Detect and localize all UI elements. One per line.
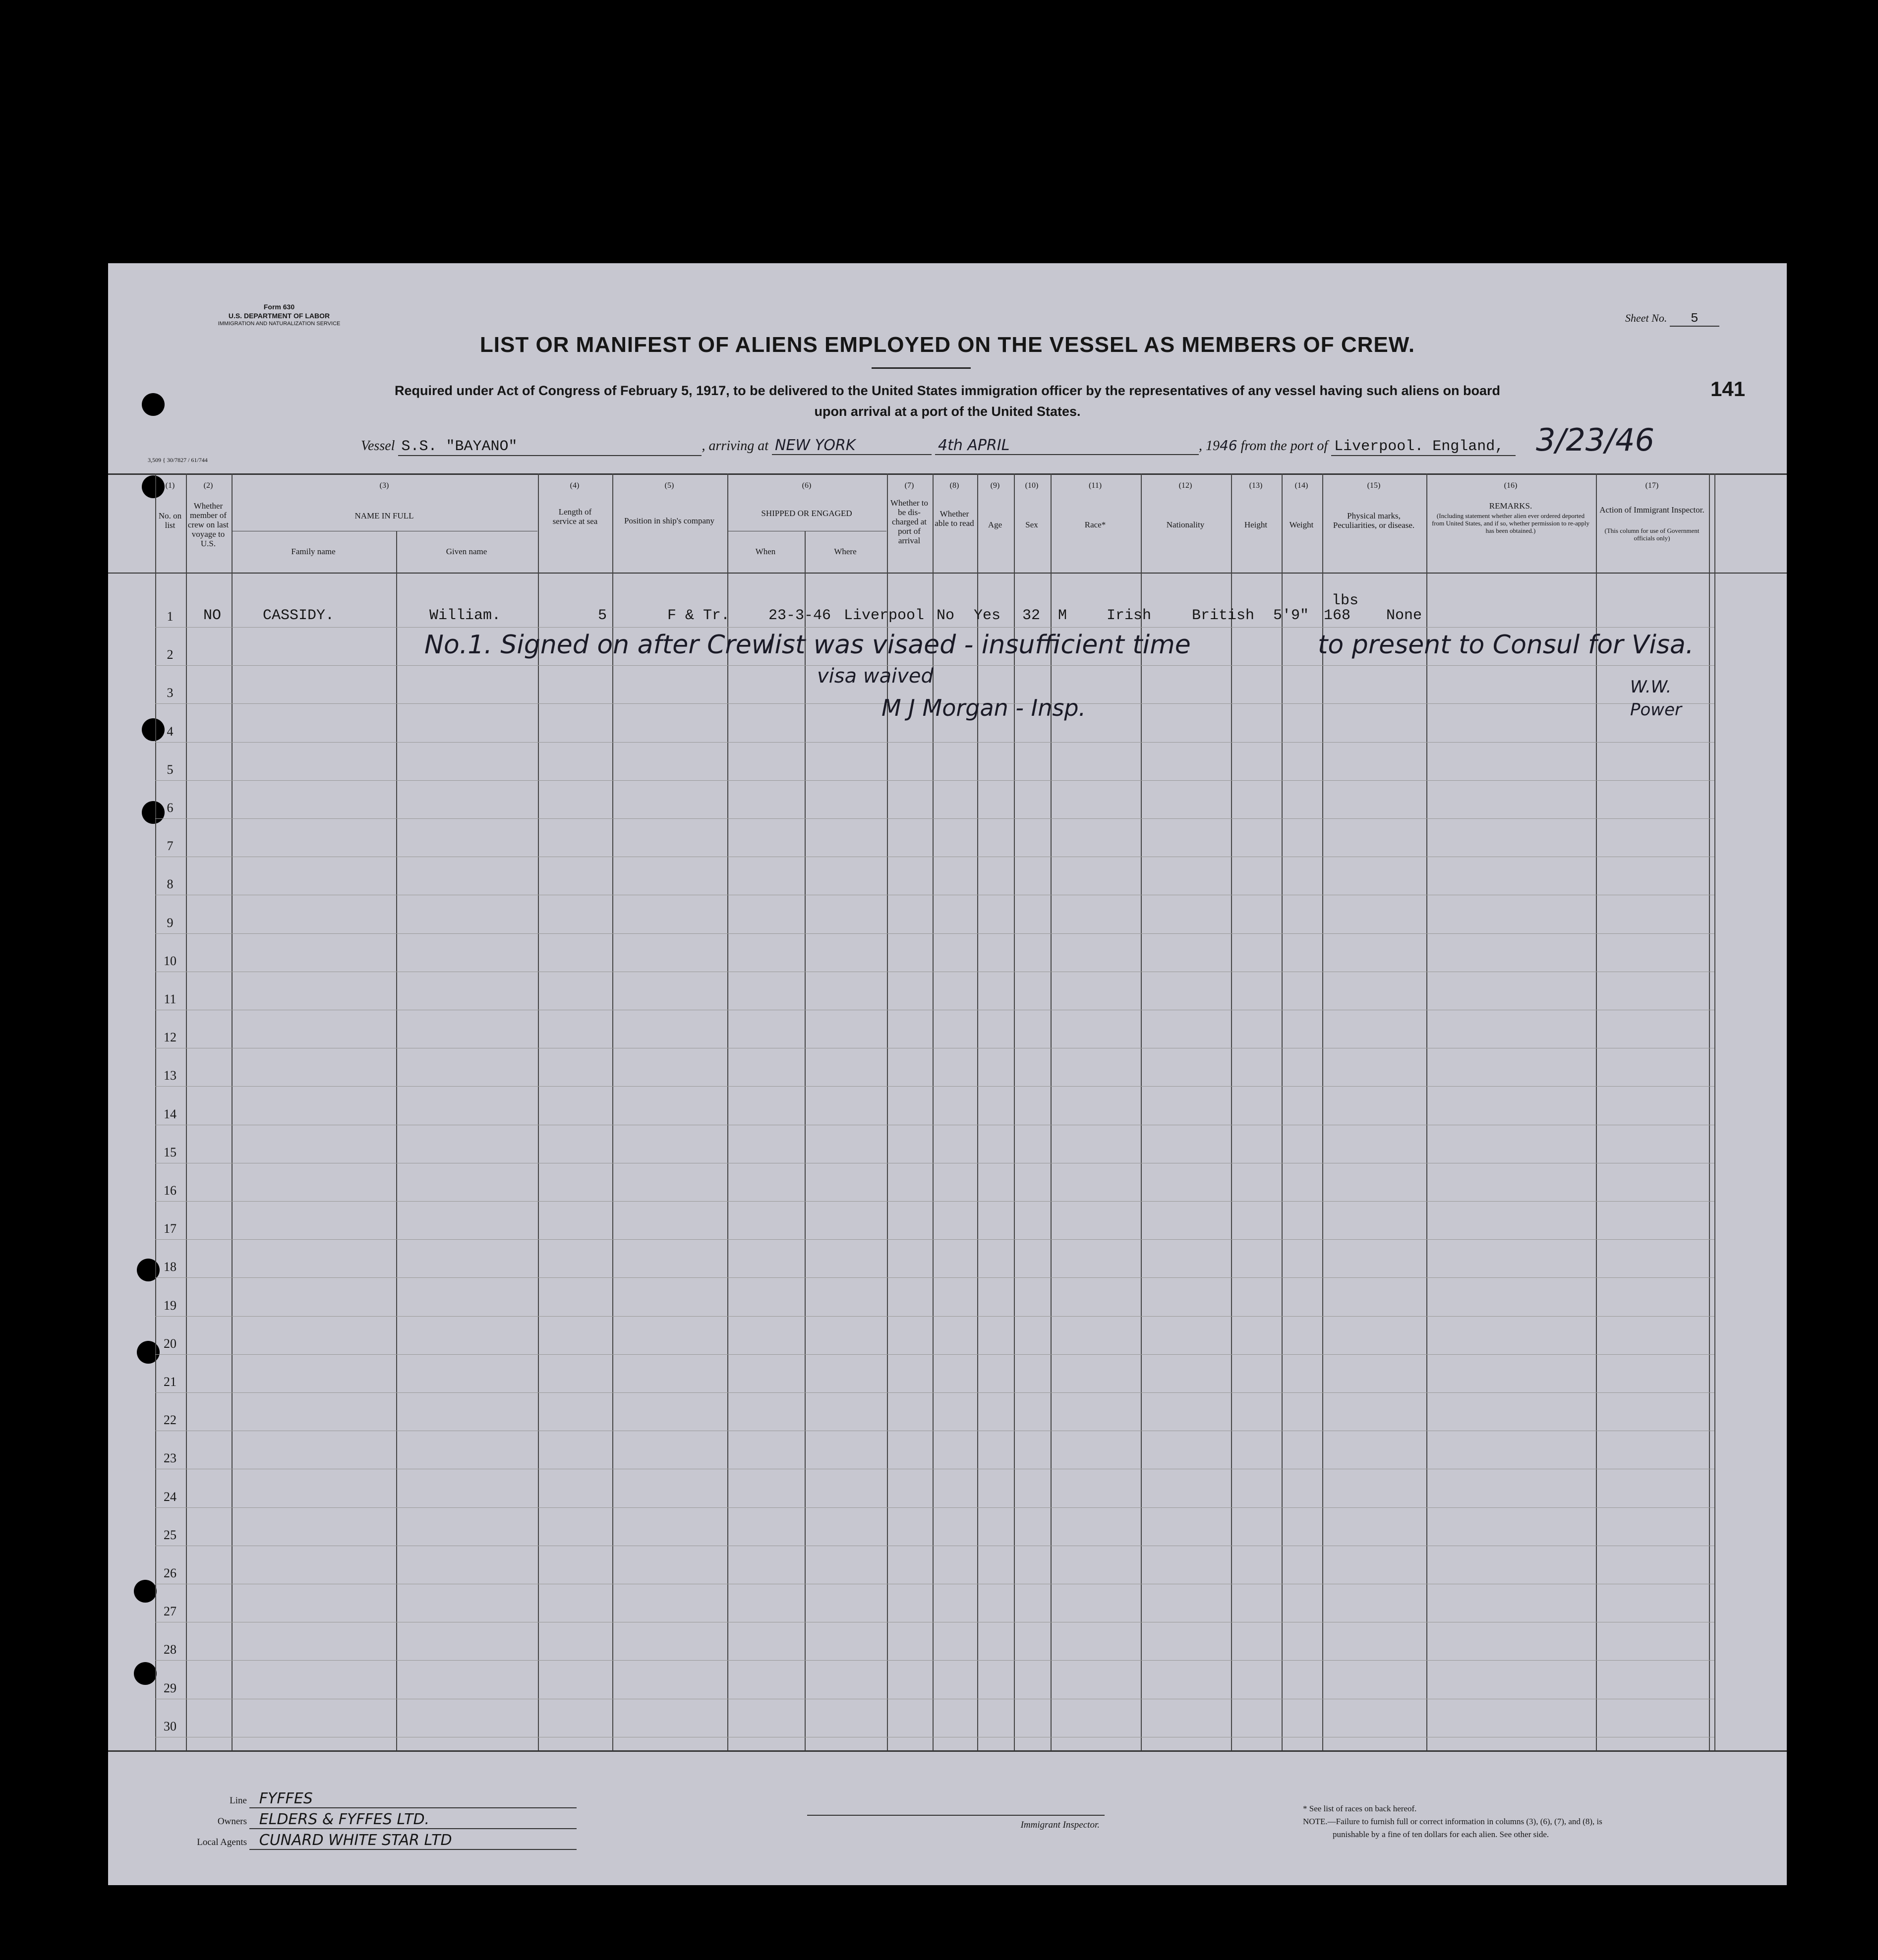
row-number: 16 <box>164 1183 176 1198</box>
col-num-2: (2) <box>203 481 213 490</box>
row-number: 12 <box>164 1030 176 1045</box>
fine-note-line-2: punishable by a fine of ten dollars for each alien. See other side. <box>1333 1830 1549 1839</box>
col-subheader-when: When <box>755 547 776 556</box>
page-title: LIST OR MANIFEST OF ALIENS EMPLOYED ON THE VESSEL AS MEMBERS OF CREW. <box>479 333 1415 357</box>
service-name: IMMIGRATION AND NATURALIZATION SERVICE <box>218 321 341 327</box>
col-header-race: Race* <box>1084 520 1106 529</box>
footer-agents <box>177 1832 577 1850</box>
year-prefix: , 19 <box>1199 438 1220 454</box>
voyage-line <box>361 437 1516 456</box>
row-number: 7 <box>167 839 174 854</box>
races-note: * See list of races on back hereof. <box>1303 1804 1417 1813</box>
page-stamp: 141 <box>1710 377 1746 401</box>
row-number: 27 <box>164 1604 176 1619</box>
col-header-weight: Weight <box>1289 520 1314 529</box>
cell-weight: 168 <box>1324 607 1351 624</box>
row-rule <box>155 1316 1714 1317</box>
row-number: 29 <box>164 1680 176 1695</box>
col-header-discharged: Whether to be dis-charged at port of arrival <box>890 498 928 545</box>
row-rule <box>155 1354 1714 1355</box>
row-number: 23 <box>164 1451 176 1466</box>
arriving-label: , arriving at <box>702 438 768 454</box>
handwritten-date: 3/23/46 <box>1536 422 1655 458</box>
table-top-rule <box>108 473 1787 475</box>
year-suffix: 46 <box>1220 437 1237 454</box>
row-number: 15 <box>164 1145 176 1159</box>
row-rule <box>155 933 1714 934</box>
row-rule <box>155 742 1714 743</box>
vessel-label: Vessel <box>361 438 395 454</box>
cell-member: NO <box>203 607 222 624</box>
row-number: 10 <box>164 953 176 968</box>
row-number: 17 <box>164 1221 176 1236</box>
owners-value: ELDERS & FYFFES LTD. <box>249 1811 577 1829</box>
row-number: 28 <box>164 1642 176 1657</box>
arrival-date: 4th APRIL <box>935 437 1199 455</box>
row-number: 18 <box>164 1260 176 1274</box>
row-rule <box>155 1201 1714 1202</box>
col-num-16: (16) <box>1504 481 1518 490</box>
row-rule <box>155 1277 1714 1278</box>
col-num-4: (4) <box>570 481 580 490</box>
handwritten-note-1: No.1. Signed on after Crew <box>424 630 773 660</box>
cell-position: F & Tr. <box>667 607 730 624</box>
punch-hole <box>134 1662 157 1685</box>
row-number: 2 <box>167 647 174 662</box>
column-rule <box>805 531 806 1750</box>
col-subheader-given: Given name <box>446 547 487 556</box>
row-number: 13 <box>164 1068 176 1083</box>
col-num-1: (1) <box>165 481 175 490</box>
row-number: 24 <box>164 1489 176 1504</box>
row-number: 25 <box>164 1527 176 1542</box>
col-header-action-note: (This column for use of Government officials only) <box>1604 527 1700 542</box>
col-header-nationality: Nationality <box>1166 520 1205 529</box>
handwritten-visa-waived: visa waived <box>817 665 934 688</box>
row-rule <box>155 1660 1714 1661</box>
form-code: 3,509 { 30/7827 / 61/744 <box>148 457 208 463</box>
col-num-7: (7) <box>904 481 914 490</box>
row-rule <box>155 780 1714 781</box>
table-header-rule <box>108 573 1787 574</box>
title-rule <box>872 367 971 369</box>
table-bottom-rule <box>108 1750 1787 1752</box>
cell-race: Irish <box>1107 607 1152 624</box>
cell-height: 5'9" <box>1273 607 1309 624</box>
fine-note-line-1: NOTE.—Failure to furnish full or correct information in columns (3), (6), (7), and (8), is <box>1303 1817 1602 1826</box>
row-number: 21 <box>164 1375 176 1389</box>
department-name: U.S. DEPARTMENT OF LABOR <box>228 312 330 320</box>
row-rule <box>155 1086 1714 1087</box>
row-rule <box>155 627 1714 628</box>
row-number: 20 <box>164 1336 176 1351</box>
row-number: 8 <box>167 877 174 892</box>
col-header-height: Height <box>1244 520 1268 529</box>
subtitle-line-1: Required under Act of Congress of February 5, 1917, to be delivered to the United States immigration officer by the representatives of any vessel having such aliens on board <box>394 383 1501 398</box>
col-header-position: Position in ship's company <box>624 516 715 525</box>
department-header <box>202 303 356 327</box>
handwritten-note-3: to present to Consul for Visa. <box>1318 630 1694 660</box>
sheet-number <box>1625 311 1719 327</box>
row-number: 26 <box>164 1566 176 1580</box>
row-number: 19 <box>164 1298 176 1313</box>
cell-age: 32 <box>1022 607 1041 624</box>
col-num-6: (6) <box>802 481 812 490</box>
col-num-13: (13) <box>1249 481 1263 490</box>
col-num-14: (14) <box>1294 481 1308 490</box>
col-num-11: (11) <box>1088 481 1102 490</box>
row-number: 1 <box>167 609 174 624</box>
row-rule <box>155 1392 1714 1393</box>
col-header-read: Whether able to read <box>935 509 974 528</box>
cell-given-name: William. <box>429 607 501 624</box>
row-rule <box>155 665 1714 666</box>
inspector-label: Immigrant Inspector. <box>1020 1820 1100 1830</box>
col-num-3: (3) <box>379 481 389 490</box>
col-num-15: (15) <box>1367 481 1381 490</box>
row-number: 9 <box>167 915 174 930</box>
manifest-sheet <box>108 263 1787 1885</box>
footer-owners <box>177 1811 577 1829</box>
cell-sex: M <box>1058 607 1067 624</box>
inspector-signature-line <box>807 1815 1105 1816</box>
col-header-remarks-note: (Including statement whether alien ever ordered deported from United States, and if so, whether permission to re-apply has been obtained.) <box>1431 512 1590 534</box>
cell-nationality: British <box>1192 607 1255 624</box>
row-number: 5 <box>167 762 174 777</box>
inspector-signature: M J Morgan - Insp. <box>881 694 1086 721</box>
subtitle-line-2: upon arrival at a port of the United States. <box>814 404 1081 419</box>
col-header-member: Whether member of crew on last voyage to U.S. <box>187 501 229 548</box>
cell-family-name: CASSIDY. <box>263 607 335 624</box>
cell-marks: None <box>1386 607 1422 624</box>
cell-discharged: No <box>937 607 955 624</box>
col-header-age: Age <box>988 520 1002 529</box>
row-number: 22 <box>164 1413 176 1428</box>
row-number: 6 <box>167 801 174 815</box>
footer-line <box>177 1790 577 1808</box>
col-header-action: Action of Immigrant Inspector. <box>1599 505 1704 515</box>
cell-read: Yes <box>974 607 1001 624</box>
col-num-5: (5) <box>664 481 674 490</box>
from-port-label: from the port of <box>1240 438 1328 454</box>
owners-label: Owners <box>217 1816 247 1827</box>
row-rule <box>155 1239 1714 1240</box>
row-number: 3 <box>167 686 174 700</box>
agents-value: CUNARD WHITE STAR LTD <box>249 1832 577 1850</box>
form-number: Form 630 <box>263 303 295 311</box>
line-value: FYFFES <box>249 1790 577 1808</box>
col-num-8: (8) <box>949 481 959 490</box>
col-header-marks: Physical marks, Peculiarities, or disease. <box>1333 511 1415 530</box>
cell-weight-unit: lbs <box>1332 592 1359 609</box>
row-rule <box>155 818 1714 819</box>
cell-when: 23-3-46 <box>768 607 831 624</box>
col-header-name: NAME IN FULL <box>354 511 414 520</box>
col-header-sex: Sex <box>1025 520 1038 529</box>
sheet-number-label: Sheet No. <box>1625 312 1667 324</box>
row-number: 4 <box>167 724 174 739</box>
column-rule <box>396 531 397 1750</box>
col-subheader-where: Where <box>834 547 857 556</box>
col-header-remarks: REMARKS. <box>1489 501 1532 511</box>
col-num-12: (12) <box>1178 481 1192 490</box>
row-number: 30 <box>164 1719 176 1733</box>
inspector-initials: W.W. Power <box>1630 677 1682 720</box>
cell-where: Liverpool <box>844 607 925 624</box>
row-number: 14 <box>164 1106 176 1121</box>
col-num-17: (17) <box>1645 481 1659 490</box>
punch-hole <box>134 1580 157 1603</box>
col-num-9: (9) <box>990 481 1000 490</box>
arriving-port: NEW YORK <box>772 437 932 455</box>
from-port: Liverpool. England, <box>1331 438 1516 456</box>
col-header-service: Length of service at sea <box>552 507 598 526</box>
vessel-name: S.S. "BAYANO" <box>398 438 702 456</box>
row-number: 11 <box>164 992 176 1006</box>
column-rule <box>1714 473 1715 1750</box>
cell-service: 5 <box>598 607 607 624</box>
handwritten-note-2: list was visaed - insufficient time <box>767 630 1191 660</box>
col-header-no: No. on list <box>158 511 182 530</box>
line-label: Line <box>230 1795 247 1806</box>
row-rule <box>155 1507 1714 1508</box>
sheet-number-value: 5 <box>1670 311 1719 327</box>
col-subheader-family: Family name <box>291 547 336 556</box>
col-num-10: (10) <box>1025 481 1039 490</box>
col-header-shipped: SHIPPED OR ENGAGED <box>761 509 852 518</box>
agents-label: Local Agents <box>197 1837 247 1847</box>
